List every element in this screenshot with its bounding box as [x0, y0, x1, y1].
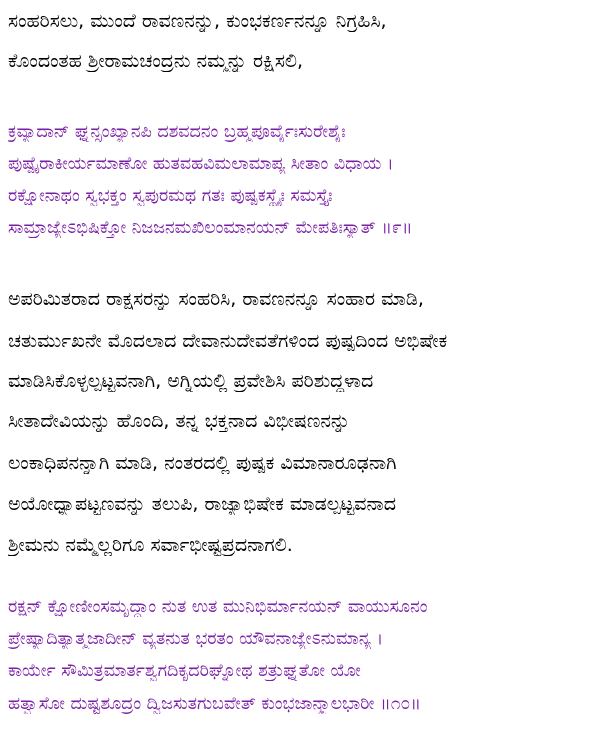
paragraph2-line-4: ಸೀತಾದೇವಿಯನ್ನು ಹೊಂದಿ, ತನ್ನ ಭಕ್ತನಾದ ವಿಭೀಷಣನನ್ನು [8, 410, 351, 432]
verse2-line-1: ರಕ್ಷನ್ ಕ್ಷೋಣೀಂಸಮೃದ್ಧಾಂ ನುತ ಉತ ಮುನಿಭಿರ್ಮಾನಯನ್ ವಾಯುಸೂನಂ [8, 597, 428, 617]
verse1-line-1: ಕ್ರವ್ಯಾದಾನ್ ಘ್ನನ್ಸಂಖ್ಯಾನಪಿ ದಶವದನಂ ಬ್ರಹ್ಮಪೂರ್ವೈಃಸುರೇಶೈಃ [8, 122, 346, 142]
paragraph2-line-5: ಲಂಕಾಧಿಪನನ್ನಾಗಿ ಮಾಡಿ, ನಂತರದಲ್ಲಿ ಪುಷ್ಪಕ ವಿಮಾನಾರೂಢನಾಗಿ [8, 452, 397, 474]
paragraph1-line-2: ಕೊಂದಂತಹ ಶ್ರೀರಾಮಚಂದ್ರನು ನಮ್ಮನ್ನು ರಕ್ಷಿಸಲಿ, [8, 50, 304, 72]
paragraph2-line-3: ಮಾಡಿಸಿಕೊಳ್ಳಲ್ಪಟ್ಟವನಾಗಿ, ಅಗ್ನಿಯಲ್ಲಿ ಪ್ರವೇಶಿಸಿ ಪರಿಶುದ್ಧಳಾದ [8, 370, 374, 392]
verse2-line-3: ಕಾರ್ಯೇ ಸೌಮಿತ್ರಮಾರ್ತಶ್ವಗದಿಕೃದರಿಘ್ನೋಥ ಶತ್ರುಘ್ನತೋ ಯೋ [8, 661, 361, 681]
paragraph2-line-7: ಶ್ರೀಮನು ನಮ್ಮೆಲ್ಲರಿಗೂ ಸರ್ವಾಭೀಷ್ಟಪ್ರದನಾಗಲಿ. [8, 534, 293, 556]
verse1-line-4: ಸಾಮ್ರಾಜ್ಯೇಽಭಿಷಿಕ್ತೋ ನಿಜಜನಮಖಿಲಂಮಾನಯನ್ ಮೇಪತಿಃಸ್ಯಾತ್ ॥೯॥ [8, 218, 413, 238]
verse1-line-2: ಪುಷ್ಪೈರಾಕೀರ್ಯಮಾಣೋ ಹುತವಹವಿಮಲಾಮಾಪ್ಯ ಸೀತಾಂ ವಿಧಾಯ । [8, 154, 394, 174]
verse1-line-3: ರಕ್ಷೋನಾಥಂ ಸ್ವಭಕ್ತಂ ಸ್ವಪುರಮಥ ಗತಃ ಪುಷ್ಪಕಸ್ಥೈಃ ಸಮಸ್ತೈಃ [8, 186, 333, 206]
paragraph2-line-6: ಅಯೋಧ್ಯಾಪಟ್ಟಣವನ್ನು ತಲುಪಿ, ರಾಜ್ಯಾಭಿಷೇಕ ಮಾಡಲ್ಪಟ್ಟವನಾದ [8, 493, 397, 515]
paragraph2-line-1: ಅಪರಿಮಿತರಾದ ರಾಕ್ಷಸರನ್ನು ಸಂಹರಿಸಿ, ರಾವಣನನ್ನೂ ಸಂಹಾರ ಮಾಡಿ, [8, 288, 424, 310]
paragraph2-line-2: ಚತುರ್ಮುಖನೇ ಮೊದಲಾದ ದೇವಾನುದೇವತೆಗಳಿಂದ ಪುಷ್ಪದಿಂದ ಅಭಿಷೇಕ [8, 330, 448, 352]
verse2-line-4: ಹತ್ವಾಸೋ ದುಷ್ಟಶೂದ್ರಂ ದ್ವಿಜಸುತಗುಬವೇತ್ ಕುಂಭಜಾನ್ಮಾಲಭಾರೀ ॥೧೦॥ [8, 694, 421, 714]
verse2-line-2: ಪ್ರೇಷ್ಯಾದಿತ್ಯಾತ್ಮಜಾದೀನ್ ವ್ಯತನುತ ಭರತಂ ಯೌವನಾಜ್ಯೇಽನುಮಾನ್ಯ । [8, 629, 384, 649]
paragraph1-line-1: ಸಂಹರಿಸಲು, ಮುಂದೆ ರಾವಣನನ್ನು, ಕುಂಭಕರ್ಣನನ್ನೂ ನಿಗ್ರಹಿಸಿ, [8, 10, 387, 32]
